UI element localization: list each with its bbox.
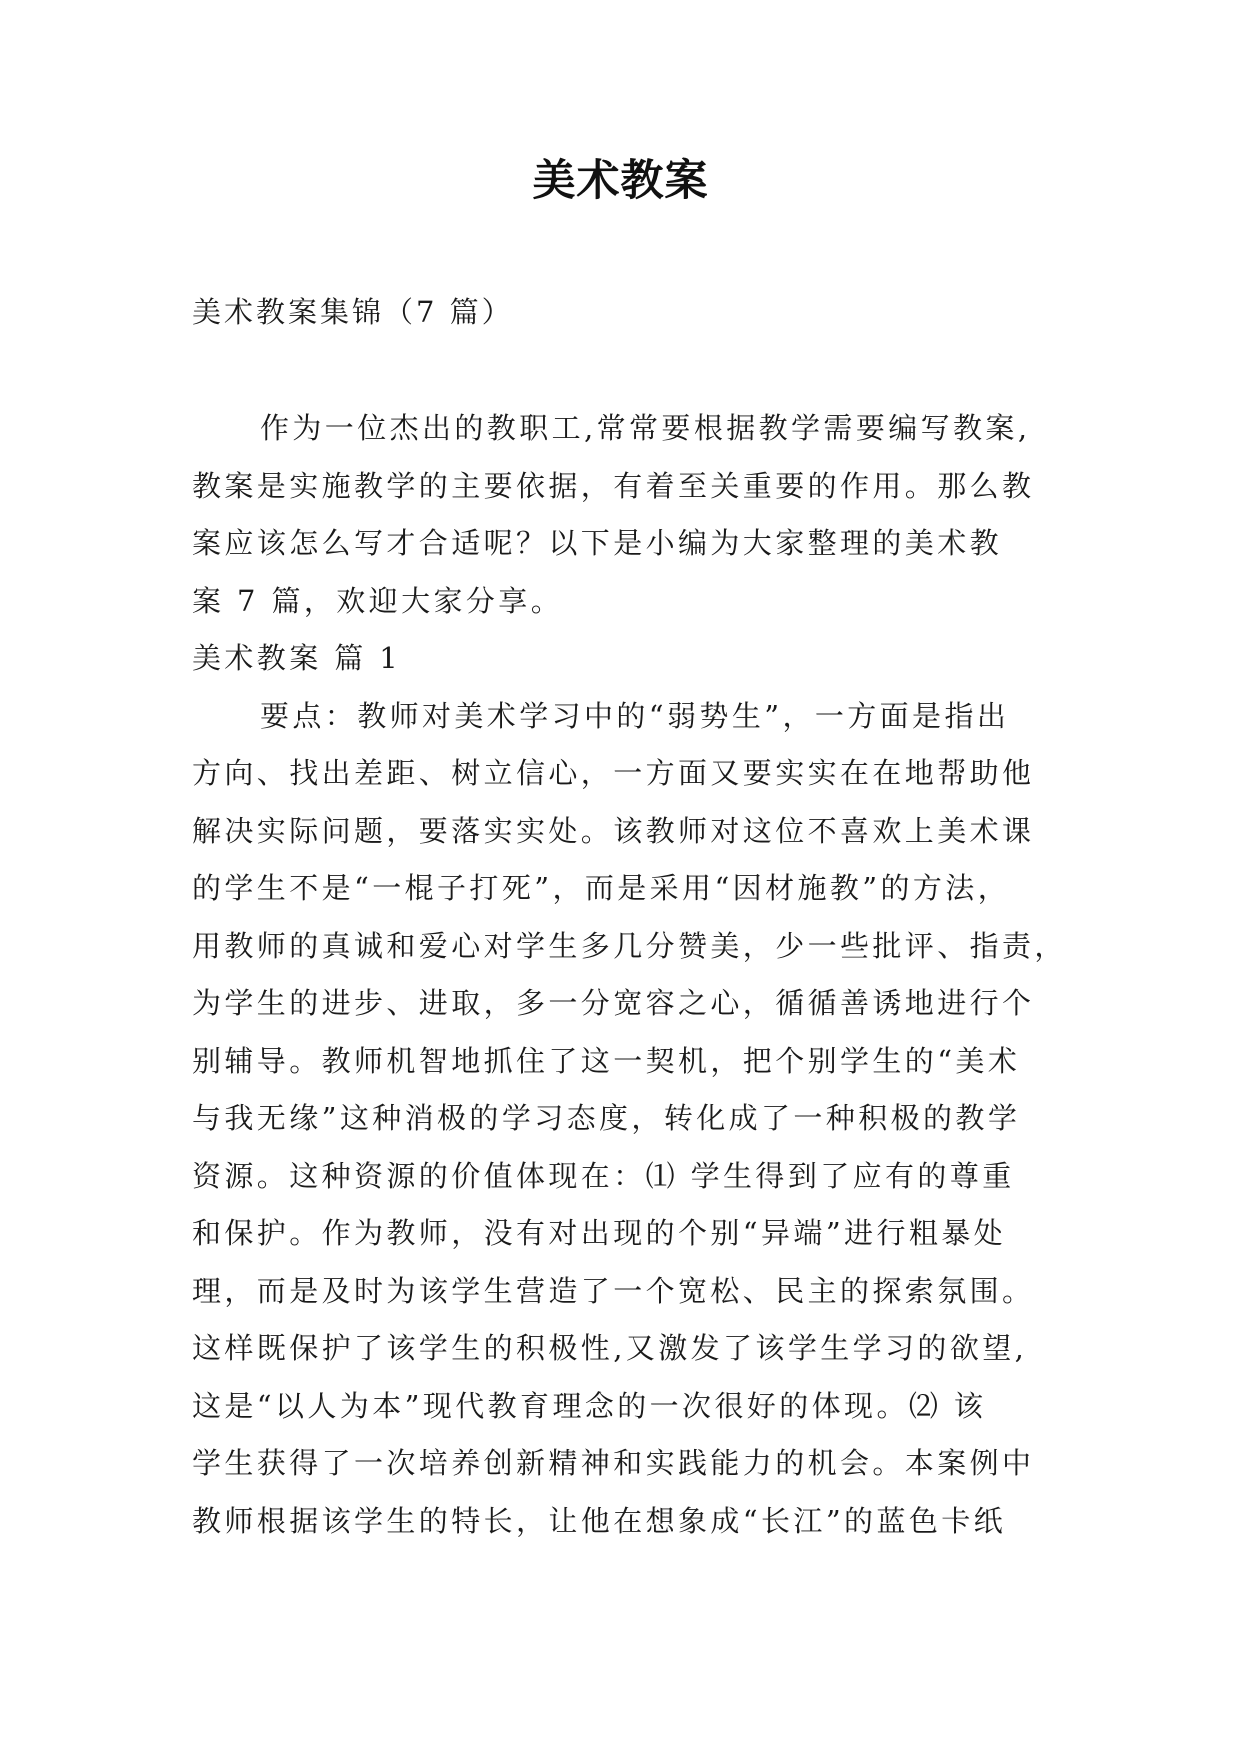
paragraph-line: 这是“以人为本”现代教育理念的一次很好的体现。⑵ 该 (192, 1388, 987, 1423)
body-text (192, 408, 1067, 1558)
paragraph-line: 为学生的进步、进取，多一分宽容之心，循循善诱地进行个 (192, 986, 1035, 1020)
page-title: 美术教案 (532, 156, 709, 206)
document-subtitle: 美术教案集锦（7 篇） (192, 295, 514, 329)
paragraph-line: 别辅导。教师机智地抓住了这一契机，把个别学生的“美术 (192, 1043, 1021, 1078)
paragraph-line: 案 7 篇，欢迎大家分享。 (192, 583, 564, 618)
paragraph-line: 要点：教师对美术学习中的“弱势生”，一方面是指出 (260, 698, 1010, 733)
section-heading: 美术教案 篇 1 (192, 641, 402, 675)
paragraph-line: 用教师的真诚和爱心对学生多几分赞美，少一些批评、指责， (192, 928, 1067, 963)
paragraph-line: 与我无缘”这种消极的学习态度，转化成了一种积极的教学 (192, 1101, 1021, 1135)
paragraph-line: 和保护。作为教师，没有对出现的个别“异端”进行粗暴处 (192, 1216, 1007, 1250)
paragraph-line: 教案是实施教学的主要依据，有着至关重要的作用。那么教 (192, 468, 1035, 503)
paragraph-line: 作为一位杰出的教职工,常常要根据教学需要编写教案, (260, 411, 1031, 445)
paragraph-line: 资源。这种资源的价值体现在：⑴ 学生得到了应有的尊重 (192, 1158, 1015, 1193)
paragraph-line: 教师根据该学生的特长，让他在想象成“长江”的蓝色卡纸 (192, 1503, 1007, 1538)
paragraph-line: 这样既保护了该学生的积极性,又激发了该学生学习的欲望, (192, 1331, 1028, 1365)
paragraph-line: 案应该怎么写才合适呢？以下是小编为大家整理的美术教 (192, 526, 1003, 560)
paragraph-line: 方向、找出差距、树立信心，一方面又要实实在在地帮助他 (192, 756, 1035, 790)
paragraph-line: 解决实际问题，要落实实处。该教师对这位不喜欢上美术课 (192, 813, 1035, 848)
paragraph-line: 理，而是及时为该学生营造了一个宽松、民主的探索氛围。 (192, 1273, 1035, 1308)
paragraph-line: 学生获得了一次培养创新精神和实践能力的机会。本案例中 (192, 1446, 1035, 1480)
paragraph-line: 的学生不是“一棍子打死”，而是采用“因材施教”的方法， (192, 871, 1011, 905)
